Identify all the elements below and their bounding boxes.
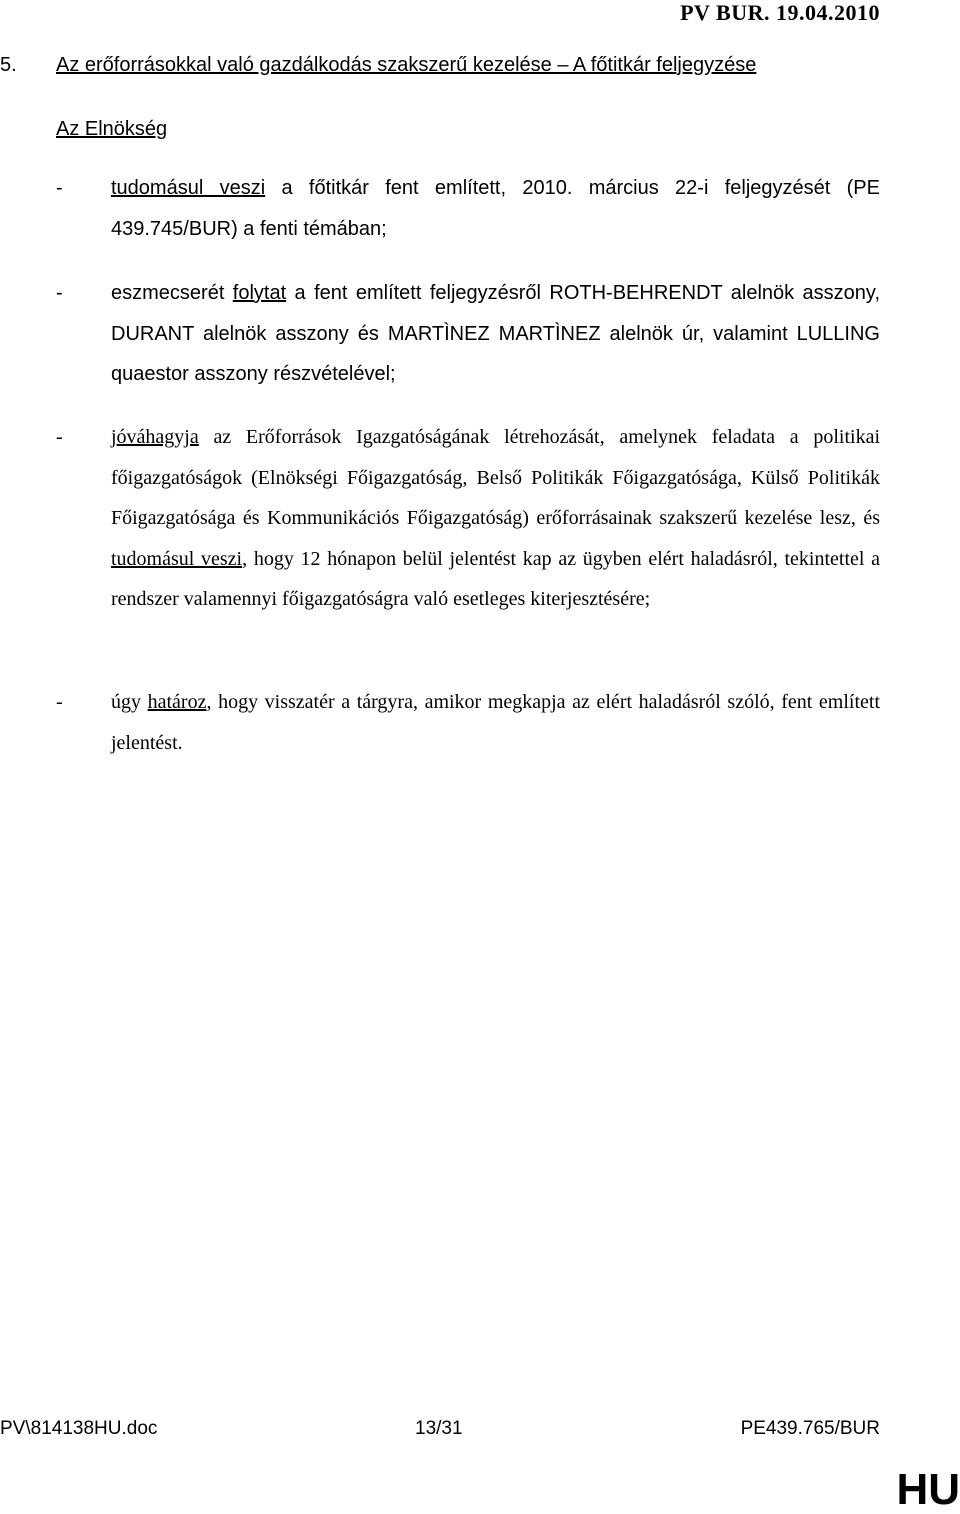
paragraph-rest: , hogy visszatér a tárgyra, amikor megkapja az elért haladásról szóló, fent említett jelentést.: [111, 691, 881, 754]
decision-verb: folytat: [232, 282, 287, 304]
decision-verb-2: tudomásul veszi: [111, 547, 243, 570]
paragraph-rest: a fent említett feljegyzésről ROTH-BEHRENDT alelnök asszony, DURANT alelnök asszony és MARTÌNEZ MARTÌNEZ alelnök úr, valamint LULLING quaestor asszony részvételével;: [111, 282, 880, 385]
page-number: 13/31: [415, 1418, 463, 1439]
file-name: PV\814138HU.doc: [0, 1418, 158, 1439]
list-dash: -: [56, 177, 63, 199]
document-number: PE439.765/BUR: [740, 1418, 880, 1439]
paragraph-rest-2: , hogy 12 hónapon belül jelentést kap az ügyben elért haladásról, tekintettel a rendszer valamennyi főigazgatóságra való esetleges kiterjesztésére;: [111, 547, 880, 610]
body-subheading: Az Elnökség: [56, 118, 168, 140]
paragraph-rest: a főtitkár fent említett, 2010. március 22-i feljegyzését (PE 439.745/BUR) a fenti témában;: [111, 177, 880, 240]
decision-paragraph-2: [56, 273, 880, 395]
decision-verb: tudomásul veszi: [111, 177, 266, 199]
paragraph-text: [111, 168, 880, 249]
list-dash: -: [56, 426, 63, 448]
list-dash: -: [56, 691, 63, 713]
paragraph-text: [111, 682, 880, 763]
decision-verb: jóváhagyja: [111, 426, 199, 448]
list-dash: -: [56, 282, 63, 304]
page-footer: [0, 1418, 880, 1448]
language-code: HU: [896, 1465, 960, 1514]
paragraph-lead: eszmecserét: [111, 282, 233, 304]
paragraph-rest: az Erőforrások Igazgatóságának létrehozását, amelynek feladata a politikai főigazgatóságok (Elnökségi Főigazgatóság, Belső Politikák Főigazgatósága, Külső Politikák Főigazgatósága és Kommunikációs Főigazgatóság) erőforrásainak szakszerű kezelése lesz, és: [111, 426, 880, 529]
decision-paragraph-1: [56, 168, 880, 249]
decision-paragraph-3: [56, 417, 880, 620]
decision-verb: határoz: [147, 691, 207, 713]
item-number: 5.: [0, 54, 17, 76]
item-title: Az erőforrásokkal való gazdálkodás szakszerű kezelése – A főtitkár feljegyzése: [56, 54, 757, 76]
decision-paragraph-4: [56, 682, 880, 763]
paragraph-text: [111, 417, 880, 620]
document-reference: PV BUR. 19.04.2010: [680, 0, 880, 25]
paragraph-text: [111, 273, 880, 395]
paragraph-lead: úgy: [111, 691, 148, 713]
